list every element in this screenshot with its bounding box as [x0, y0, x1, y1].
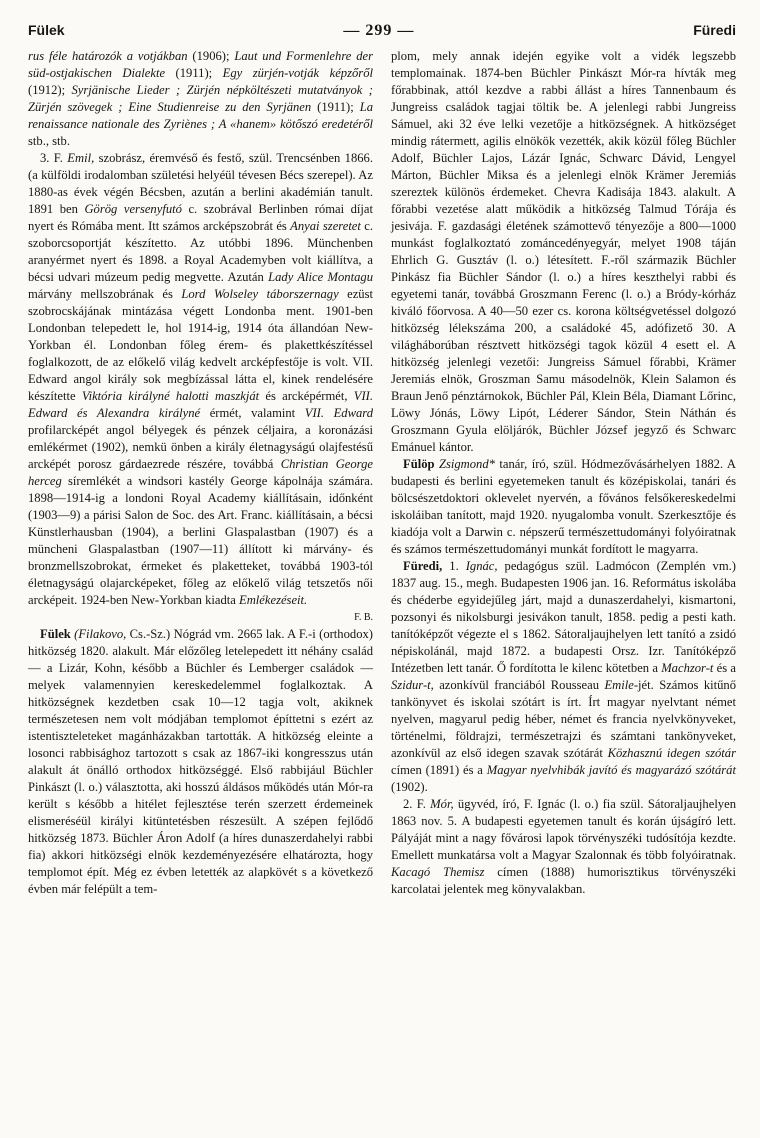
entry-fulek: Fülek (Filakovo, Cs.-Sz.) Nógrád vm. 2665 lak. A F.-i (orthodox) hitközség 1820. alakult. Már előzőleg letelepedett itt néhány család — a Lizár, Kohn, később a Büchler és Lemberger családok — melyek valamennyien kereskedelemmel foglalkoztak. A hitközségnek kezdetben csak 10—12 tagja volt, akiknek természetesen nem volt módjában templomot építtetni s ezért az istentiszteleteket magánházakban tartották. A hitközség eleinte a losonci rabbisághoz tartozott s csak az 1867-iki kongresszus után alakult át önálló orthodox hitközséggé. Első rabbijául Büchler Pinkászt (l. o.) választotta, aki hosszú áldásos működés után Mór-ra került s később a hitélet fejlesztése terén szerzett érdemeinek elismeréséül királyi kitüntetésben részesült. A szépen fejlődő hitközség 1873. Büchler Áron Adolf (a híres dunaszerdahelyi rabbi fia) akkori hitközségi elnök kezdeményezésére elhatározta, hogy templomot épít. Még ez évben letették az alapkövét s a következő évben már felépült a tem-	[28, 627, 373, 896]
header-left-keyword: Fülek	[28, 22, 65, 38]
entry-furedi-ignac: Füredi, 1. Ignác, pedagógus szül. Ladmócon (Zemplén vm.) 1837 aug. 15., megh. Budapesten 1906 jan. 16. Református iskolába és chéderbe egyidejűleg járt, majd a dunaszerdahelyi, kismartoni, pozsonyi és nikolsburgi jesivákon tanult, 1858. pedig a pesti kath. tanítóképzőt végezte el s 1862. Sátoraljaujhelyen lett tanító a zsidó népiskolánál, majd 1872. a budapesti Orsz. Izr. Tanítóképző Intézetben lett tanár. Ő fordította le kilenc kötetben a Machzor-t és a Szidur-t, azonkívül franciából Rousseau Emile-jét. Számos kitűnő tankönyvet és iskolai szótárt is írt. Írt magyar nyelvtant német nyelven, magyarul pedig héber, német és francia nyelvkönyveket, történelmi, földrajzi, természetrajzi és számtani tankönyveket, azonkívül az első idegen szavak szótárát Közhasznú idegen szótár címen (1891) és a Magyar nyelvhibák javító és magyarázó szótárát (1902).	[391, 559, 737, 794]
headword: Füredi,	[403, 559, 443, 573]
headword: Fülek	[40, 627, 71, 641]
entry-continuation: rus féle határozók a votjákban (1906); Laut und Formenlehre der süd-ostjakischen Dialekte (1911); Egy zürjén-votják képzőről (1912); Syrjänische Lieder ; Zürjén népköltészeti mutatványok ; Zürjén szövegek ; Eine Studienreise zu den Syrjänen (1911); La renaissance nationale des Zyriènes ; A «hanem» kötőszó eredetéről stb., stb.	[28, 49, 374, 148]
entry-furedi-mor: 2. F. Mór, ügyvéd, író, F. Ignác (l. o.) fia szül. Sátoraljaujhelyen 1863 nov. 5. A budapesti egyetemen tanult és korán újságíró lett. Pályáját mint a nagy fővárosi lapok törvényszéki tudósítója kezdte. Emellett munkatársa volt a Magyar Szalonnak és több folyóiratnak. Kacagó Themisz címen (1888) humorisztikus törvényszéki karcolatai jelentek meg könyvalakban.	[391, 797, 736, 896]
page-number: — 299 —	[343, 22, 415, 39]
left-column	[28, 48, 373, 898]
headword: Fülöp	[403, 457, 435, 471]
author-signature: F. B.	[354, 612, 373, 623]
running-head	[28, 22, 736, 44]
entry-emil: 3. F. Emil, szobrász, éremvéső és festő, szül. Trencsénben 1866. (a külföldi irodalomban születési helyéül tévesen Bécs szerepel). Az 1880-as évek végén Bécsben, azután a berlini akadémián tanult. 1891 ben Görög versenyfutó c. szobrával Berlinben római díjat nyert és Rómába ment. Itt számos arcképszobrát és Anyai szeretet c. szoborcsoportját készítetto. Az utóbbi 1896. Münchenben aranyérmet nyert és 1898. a Royal Academyben volt kiállítva, a bécsi udvari múzeum pedig megvette. Azután Lady Alice Montagu márvány mellszobrának és Lord Wolseley táborszernagy ezüst szobrocskájának mintázása végett Londonba ment. 1901-ben Londonban telepedett le, hol 1914-ig, 1914 óta állandóan New-Yorkban él. Londonban főleg érem- és plakettkészítéssel foglalkozott, de az előkelő világ kedvelt arcképfestője is volt. VII. Edward angol király sok megbízással látta el, kinek rendelésére készítette Viktória királyné halotti maszkját és arcképérmét, VII. Edward és Alexandra királyné érmét, valamint VII. Edward profilarcképét angol bélyegek és pénzek céljaira, a koronázási emlékérmet (1902), nemkü önben a király életnagyságú olajfestésű arcképét porosz gárdaezrede részére, továbbá Christian George herceg síremlékét a windsori kastély George kápolnája számára. 1898—1914-ig a londoni Royal Academy kiállításain, időnként (1903—9) a párisi Salon de Soc. des Art. Franc. kiállításain, a bécsi Künstlerhausban (1904), a berlini Glaspalastban (1907) és a müncheni Glaspalastban (1907—11) állított ki márvány- és bronzmellszobrokat, érmeket és plaketteket, továbbá 1903-tól életnagyságú olajarcképeket, főleg az előkelő világ tetszetős női arcképeit. 1924-ben New-Yorkban kiadta Emlékezéseit.	[28, 151, 374, 607]
header-right-keyword: Füredi	[693, 22, 736, 38]
right-column	[391, 48, 736, 898]
two-column-body	[28, 48, 736, 898]
entry-fulop: Fülöp Zsigmond* tanár, író, szül. Hódmezővásárhelyen 1882. A budapesti és berlini egyetemeken tanult és középiskolai, tanári és bölcsészetdoktori oklevelet nyervén, a fővános felsőkereskedelmi iskoláiban tanított, majd 1920. nyugalomba vonult. Szerkesztője és kiadója volt a Darwin c. népszerű természettudományi folyóiratnak és számos természettudományi munkát fordított le magyarra.	[391, 457, 736, 556]
entry-fulek-continued: plom, mely annak idején egyike volt a vidék legszebb templomainak. 1874-ben Büchler Pinkászt Mór-ra hívták meg főrabbinak, attól kezdve a rabbi állást a híres Tannenbaum és Jungreiss családok tagjai töltik be. A jelenlegi rabbi Jungreiss Sámuel, aki 32 éve lelki vezetője a hitközségnek. A hitközséget mindig rátermett, agilis elnökök vezették, akik közül főleg Büchler Adolf, Büchler Lajos, Lázár Ignác, Schwarc Dávid, Lengyel Márton, Büchler Miksa és a jelenlegi elnök Krämer Jeremiás szereztek különös érdemeket. Chevra Kadisája 1843. alakult. A főrabbi vezetése alatt működik a hitközség Talmud Tórája és jesivája. F. gazdasági életének számottevő tényezője a 800—1000 munkást foglalkoztató zománcedényegyár, melyet 1908 táján Ehrlich G. Gusztáv (l. o.) létesített. F.-ről származik Büchler Pinkász fia Büchler Sándor (l. o.) a híres keszthelyi rabbi és egyetemi tanár, továbbá Groszmann Ferenc (l. o.) a Bródy-kórház kiváló főorvosa. A 40—50 ezer cs. korona költségvetéssel dolgozó hitközség lélekszáma 200, a családoké 45, adófizető 30. A világháborúban résztvett hitközségi tagok közül 4 esett el. A hitközség jelenlegi vezetői: Jungreiss Sámuel főrabbi, Krämer Jeremiás elnök, Groszman Samu másodelnök, Klein Salamon és Braun Jenő pénztárnokok, Büchler Pál, Klein Béla, Diamant Lőrinc, Löwy Jónás, Löwy Lipót, Léderer Sándor, Stein Náthán és Groszmann Gyula elöljárók, Büchler József jegyző és Schwarc Emánuel kántor.	[391, 49, 736, 454]
